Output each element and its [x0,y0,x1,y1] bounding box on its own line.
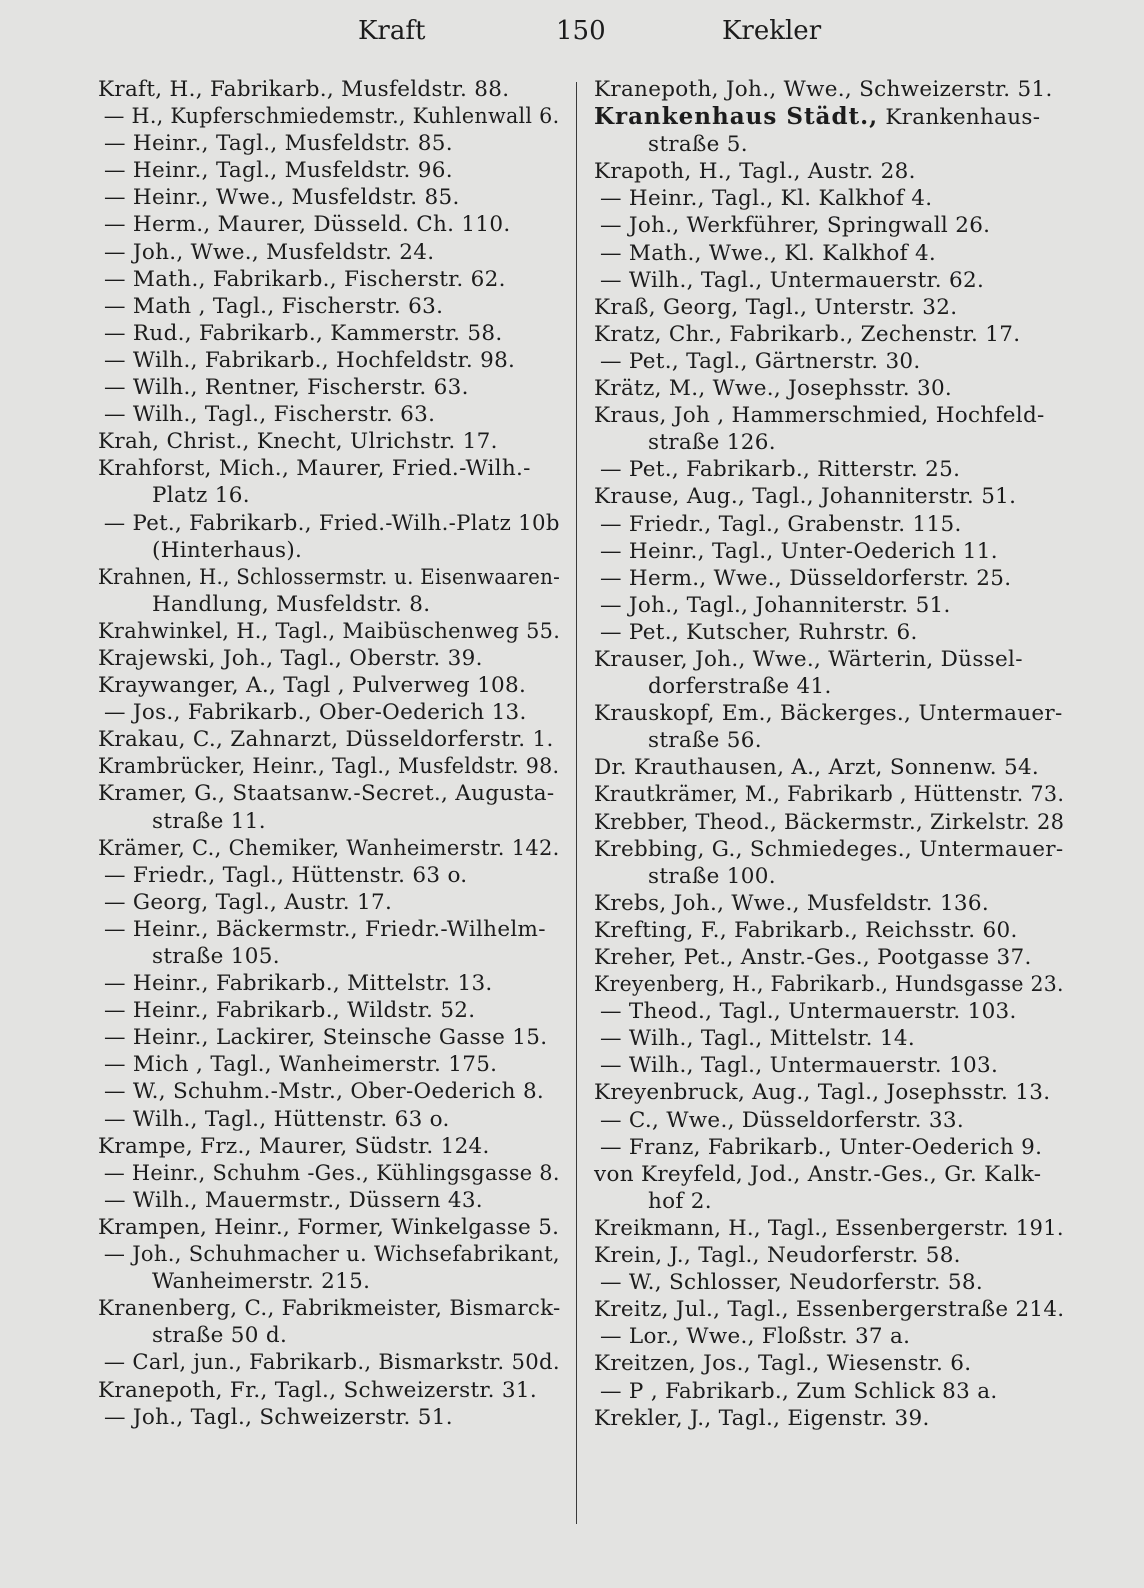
directory-entry-continuation: straße 5. [648,132,748,158]
directory-entry: Krätz, M., Wwe., Josephsstr. 30. [594,376,953,402]
directory-entry-continuation: straße 126. [648,430,776,456]
directory-entry: — W., Schuhm.-Mstr., Ober-Oederich 8. [104,1079,545,1105]
header-left-keyword: Kraft [358,16,426,46]
directory-entry: Krekler, J., Tagl., Eigenstr. 39. [594,1405,930,1431]
directory-entry: — Wilh., Tagl., Fischerstr. 63. [104,402,436,428]
directory-entry: — Theod., Tagl., Untermauerstr. 103. [600,999,1017,1025]
directory-entry: Kreitzen, Jos., Tagl., Wiesenstr. 6. [594,1351,972,1377]
directory-entry: — Wilh., Tagl., Untermauerstr. 103. [600,1053,999,1079]
directory-entry: Kreitz, Jul., Tagl., Essenbergerstraße 214. [594,1297,1065,1323]
directory-entry: — Pet., Fabrikarb., Fried.-Wilh.-Platz 10b [103,510,560,536]
directory-entry-continuation: straße 50 d. [152,1323,288,1349]
directory-entry: — Heinr., Wwe., Musfeldstr. 85. [104,185,460,211]
directory-entry: — Carl, jun., Fabrikarb., Bismarkstr. 50d. [103,1350,560,1376]
column-divider [576,82,577,1524]
directory-entry-continuation: Handlung, Musfeldstr. 8. [152,591,431,617]
directory-entry: — H., Kupferschmiedemstr., Kuhlenwall 6. [103,104,560,130]
directory-entry: — Math., Fabrikarb., Fischerstr. 62. [104,266,506,292]
directory-entry: Krebbing, G., Schmiedeges., Untermauer- [594,836,1064,862]
directory-entry: — Herm., Maurer, Düsseld. Ch. 110. [104,212,511,238]
directory-entry-continuation: Wanheimerstr. 215. [152,1269,371,1295]
directory-entry: Kraft, H., Fabrikarb., Musfeldstr. 88. [98,77,510,102]
directory-entry: Krahwinkel, H., Tagl., Maibüschenweg 55. [98,618,561,644]
directory-entry: — Pet., Tagl., Gärtnerstr. 30. [600,348,921,374]
directory-entry: — Heinr., Bäckermstr., Friedr.-Wilhelm- [104,916,546,942]
directory-entry: — Heinr., Fabrikarb., Mittelstr. 13. [104,971,493,997]
directory-entry: — Joh., Wwe., Musfeldstr. 24. [104,239,435,265]
directory-entry: — Joh., Werkführer, Springwall 26. [600,213,991,239]
directory-entry: — Heinr., Tagl., Musfeldstr. 96. [104,158,453,184]
directory-entry: — Franz, Fabrikarb., Unter-Oederich 9. [600,1134,1043,1160]
directory-entry: — Wilh., Fabrikarb., Hochfeldstr. 98. [104,347,516,373]
directory-entry: — Heinr., Tagl., Unter-Oederich 11. [600,538,998,564]
directory-entry: Krefting, F., Fabrikarb., Reichsstr. 60. [594,917,1018,943]
directory-entry: — Joh., Tagl., Johanniterstr. 51. [600,592,951,618]
directory-entry: Krah, Christ., Knecht, Ulrichstr. 17. [98,429,498,455]
left-column [98,76,560,1431]
directory-entry: — Joh., Schuhmacher u. Wichsefabrikant, [103,1242,560,1268]
directory-entry: — Wilh., Mauermstr., Düssern 43. [104,1187,483,1213]
directory-entry: Krause, Aug., Tagl., Johanniterstr. 51. [594,484,1017,510]
directory-entry: — Wilh., Tagl., Mittelstr. 14. [600,1026,916,1052]
right-column [594,76,1064,1432]
directory-entry: Kraus, Joh , Hammerschmied, Hochfeld- [594,403,1045,429]
directory-entry: Krapoth, H., Tagl., Austr. 28. [594,159,916,185]
directory-entry-continuation: hof 2. [648,1188,712,1214]
directory-entry: Krebber, Theod., Bäckermstr., Zirkelstr. 28 [594,809,1065,835]
directory-entry: Kranepoth, Fr., Tagl., Schweizerstr. 31. [98,1377,537,1403]
directory-entry: — Math , Tagl., Fischerstr. 63. [104,293,444,319]
directory-entry: — W., Schlosser, Neudorferstr. 58. [600,1270,983,1296]
directory-entry: — Jos., Fabrikarb., Ober-Oederich 13. [104,700,527,726]
directory-entry: — Georg, Tagl., Austr. 17. [104,889,393,915]
directory-entry: Krahnen, H., Schlossermstr. u. Eisenwaaren- [98,564,561,590]
directory-entry: Kratz, Chr., Fabrikarb., Zechenstr. 17. [594,321,1021,347]
directory-entry: Krakau, C., Zahnarzt, Düsseldorferstr. 1. [98,727,554,753]
directory-entry: Kreyenberg, H., Fabrikarb., Hundsgasse 23. [594,972,1064,998]
directory-entry-continuation: (Hinterhaus). [152,537,303,563]
directory-entry [594,103,1064,131]
directory-entry-continuation: Platz 16. [152,483,250,509]
directory-entry: — Lor., Wwe., Floßstr. 37 a. [600,1324,911,1350]
directory-entry: Kreyenbruck, Aug., Tagl., Josephsstr. 13. [594,1080,1051,1106]
directory-entry: Kreher, Pet., Anstr.-Ges., Pootgasse 37. [594,945,1032,970]
directory-entry: Dr. Krauthausen, A., Arzt, Sonnenw. 54. [594,755,1040,781]
directory-entry: von Kreyfeld, Jod., Anstr.-Ges., Gr. Kalk- [594,1161,1042,1187]
directory-entry: Kraß, Georg, Tagl., Unterstr. 32. [594,294,958,320]
directory-entry-continuation: dorferstraße 41. [648,674,832,700]
directory-entry: Krampe, Frz., Maurer, Südstr. 124. [98,1133,490,1159]
directory-entry: Krauskopf, Em., Bäckerges., Untermauer- [594,701,1063,727]
directory-entry: Krahforst, Mich., Maurer, Fried.-Wilh.- [98,456,531,482]
directory-entry: Krauser, Joh., Wwe., Wärterin, Düssel- [594,646,1023,672]
directory-entry: Krautkrämer, M., Fabrikarb , Hüttenstr. 73. [594,782,1065,808]
entry-bold-name: Krankenhaus Städt., [594,103,879,131]
directory-entry: Krein, J., Tagl., Neudorferstr. 58. [594,1243,961,1269]
directory-entry: Kraywanger, A., Tagl , Pulverweg 108. [98,673,527,699]
directory-entry: — Friedr., Tagl., Grabenstr. 115. [600,511,962,537]
directory-entry: — Heinr., Tagl., Musfeldstr. 85. [104,131,453,157]
directory-entry: Kranepoth, Joh., Wwe., Schweizerstr. 51. [594,77,1053,102]
directory-entry: Krambrücker, Heinr., Tagl., Musfeldstr. 98. [98,754,560,780]
directory-entry: — C., Wwe., Düsseldorferstr. 33. [600,1107,964,1133]
directory-entry-continuation: straße 11. [152,808,266,834]
directory-entry-continuation: straße 56. [648,728,762,754]
directory-entry: — Pet., Kutscher, Ruhrstr. 6. [600,619,918,645]
directory-entry-continuation: straße 105. [152,944,280,969]
directory-entry: — Heinr., Fabrikarb., Wildstr. 52. [104,998,476,1024]
directory-entry: — Heinr., Lackirer, Steinsche Gasse 15. [104,1025,548,1051]
directory-entry: — Herm., Wwe., Düsseldorferstr. 25. [600,565,1012,591]
entry-text: Krankenhaus- [878,105,1041,131]
directory-entry: Kramer, G., Staatsanw.-Secret., Augusta- [98,781,555,807]
directory-entry: — Wilh., Tagl., Hüttenstr. 63 o. [104,1106,450,1132]
directory-entry: — Joh., Tagl., Schweizerstr. 51. [104,1404,453,1430]
directory-entry: Krampen, Heinr., Former, Winkelgasse 5. [98,1214,560,1240]
page-header [0,16,1144,56]
directory-entry: Kranenberg, C., Fabrikmeister, Bismarck- [98,1296,561,1322]
header-right-keyword: Krekler [722,16,822,46]
directory-entry: — Heinr., Schuhm -Ges., Kühlingsgasse 8. [103,1160,560,1186]
directory-entry: — Mich , Tagl., Wanheimerstr. 175. [104,1052,498,1078]
directory-entry-continuation: straße 100. [648,863,776,889]
directory-entry: — Pet., Fabrikarb., Ritterstr. 25. [600,457,961,483]
directory-entry: — Wilh., Tagl., Untermauerstr. 62. [600,267,985,293]
directory-entry: — Math., Wwe., Kl. Kalkhof 4. [600,240,937,266]
directory-entry: — P , Fabrikarb., Zum Schlick 83 a. [600,1378,998,1404]
directory-entry: — Friedr., Tagl., Hüttenstr. 63 o. [104,862,468,888]
directory-entry: — Rud., Fabrikarb., Kammerstr. 58. [104,320,503,346]
directory-entry: — Heinr., Tagl., Kl. Kalkhof 4. [600,186,933,212]
directory-entry: — Wilh., Rentner, Fischerstr. 63. [104,375,469,401]
directory-entry: Krämer, C., Chemiker, Wanheimerstr. 142. [98,835,560,861]
directory-entry: Krajewski, Joh., Tagl., Oberstr. 39. [98,645,483,671]
directory-entry: Kreikmann, H., Tagl., Essenbergerstr. 191. [594,1215,1064,1241]
page-number: 150 [556,16,606,46]
directory-entry: Krebs, Joh., Wwe., Musfeldstr. 136. [594,890,990,916]
